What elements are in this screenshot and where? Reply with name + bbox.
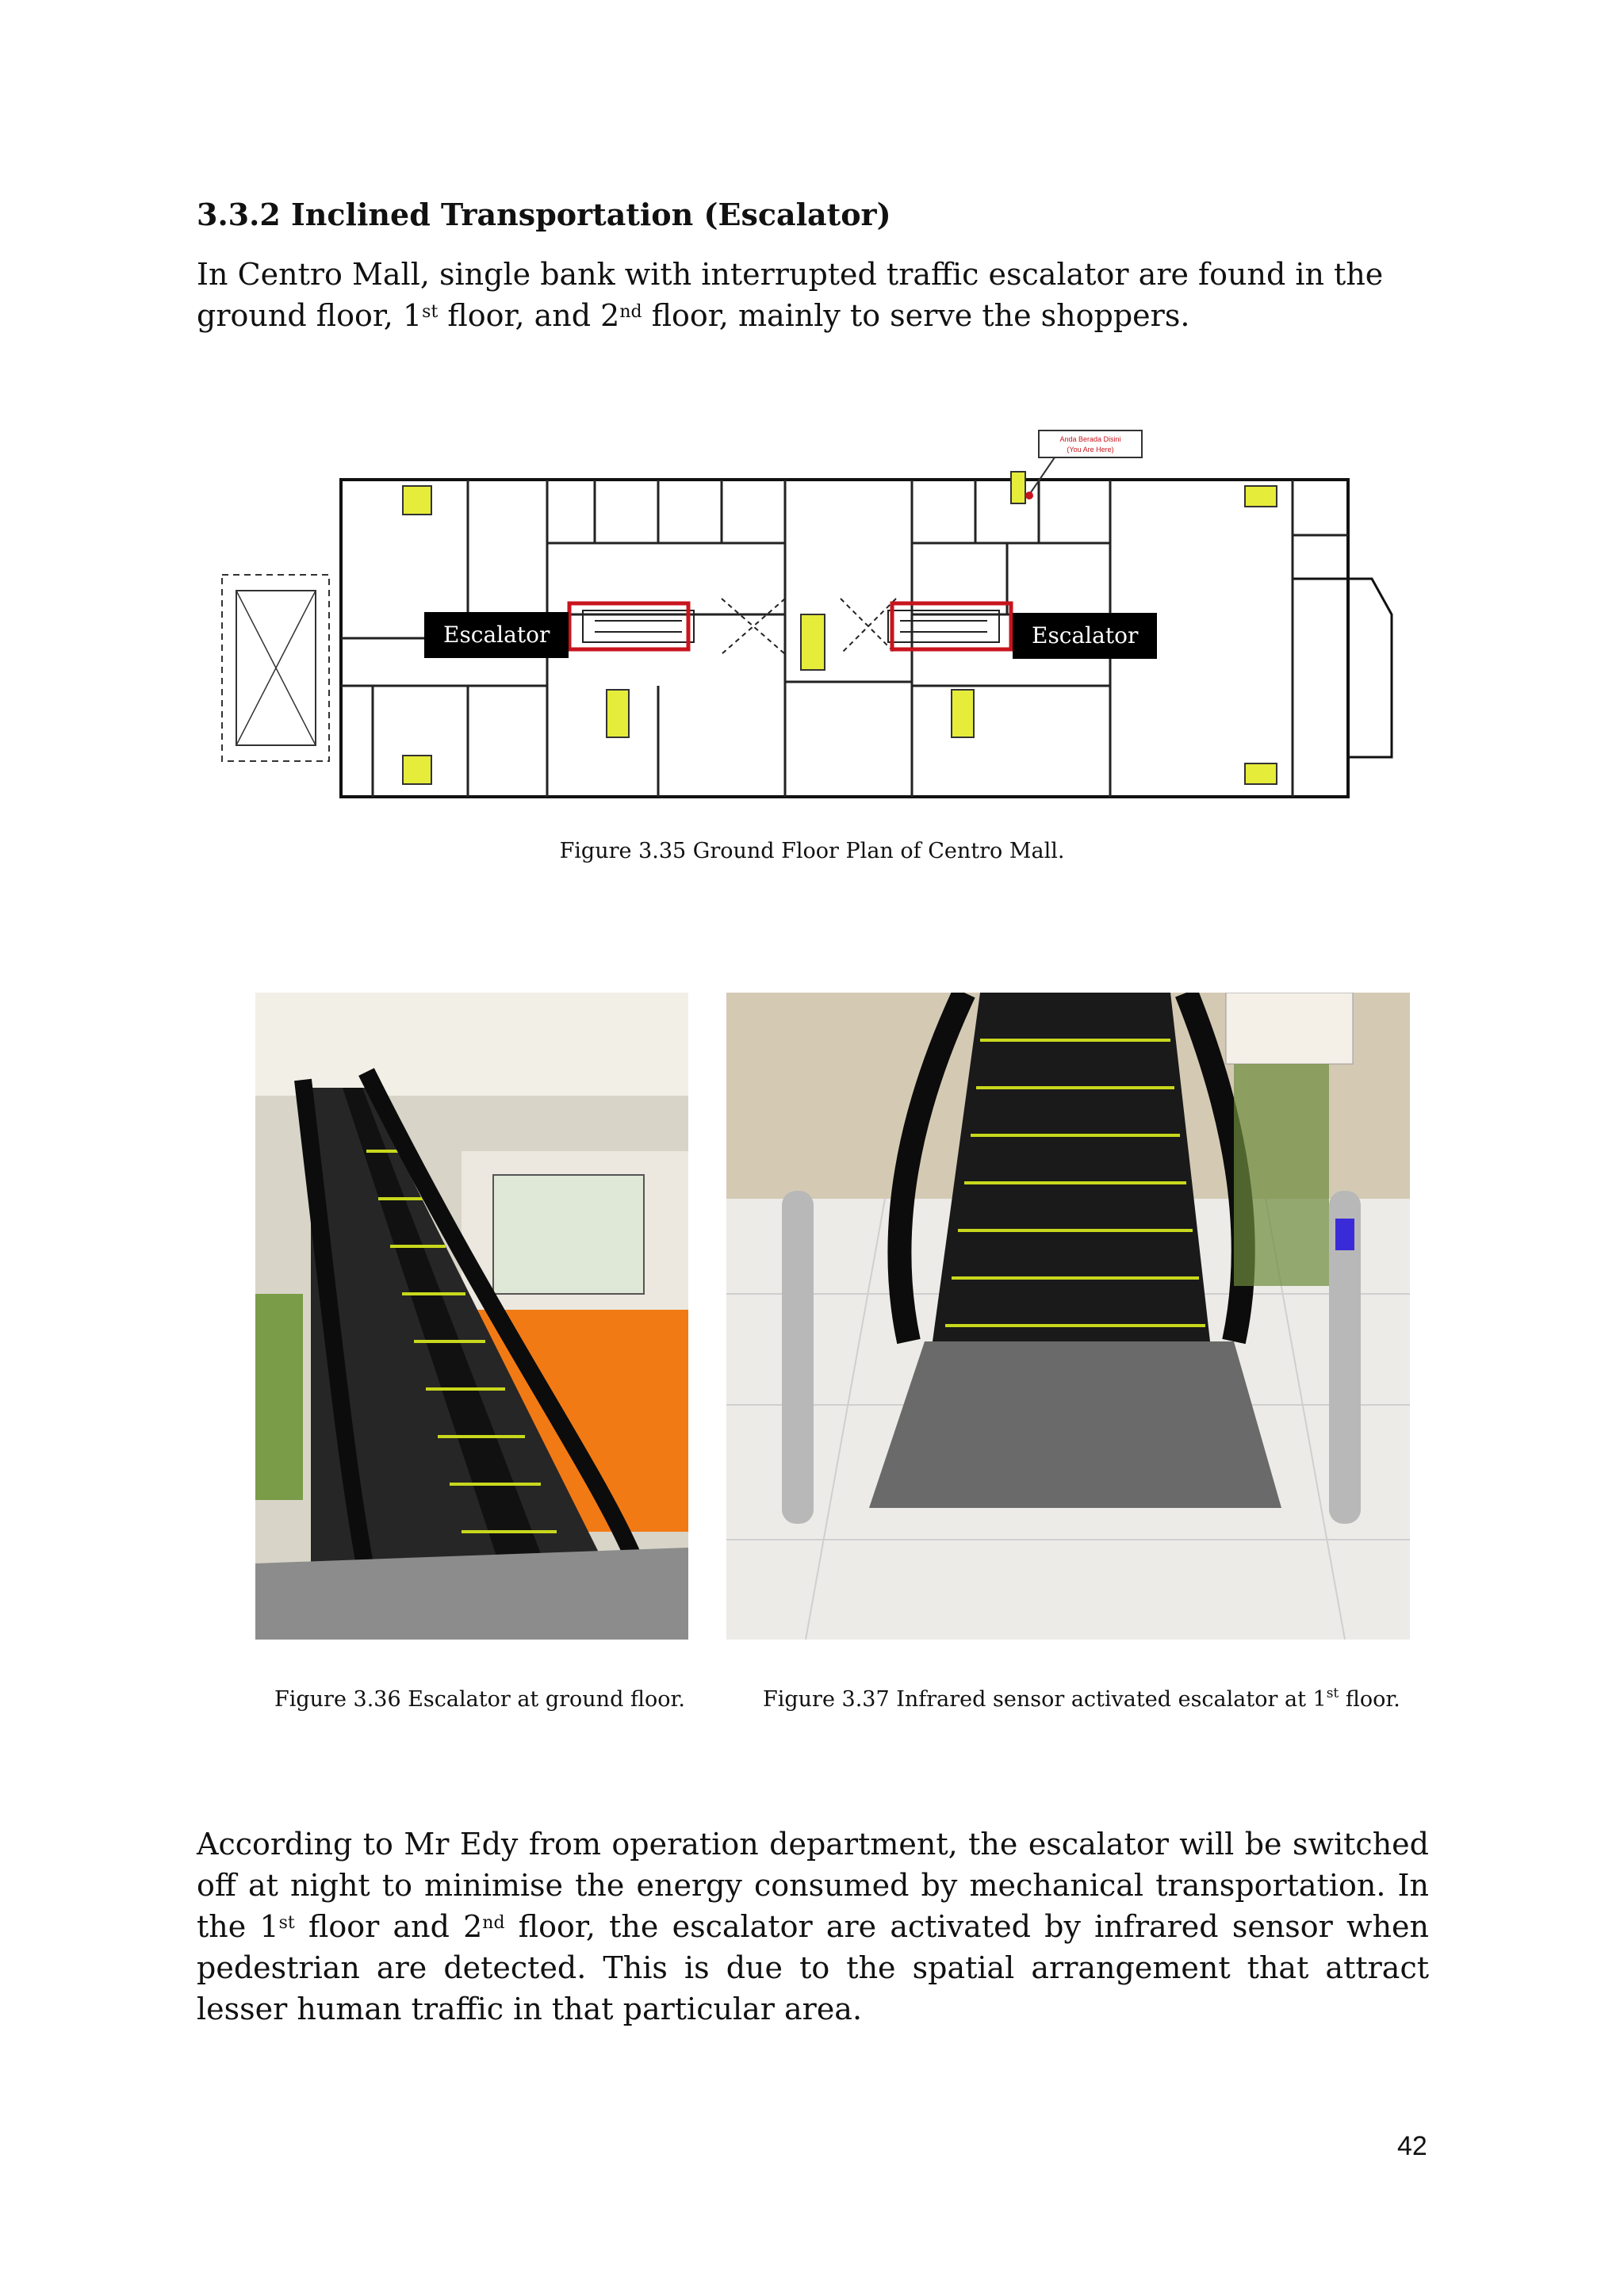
- figure-3-37-caption: [763, 1687, 1400, 1712]
- intro-sup-1: st: [422, 302, 439, 322]
- you-are-here-text-1: Anda Berada Disini: [1059, 435, 1121, 443]
- closing-text-2: floor and 2: [294, 1909, 483, 1944]
- intro-text-1: In Centro Mall, single bank with interrupted traffic escalator are found in the ground floor, 1: [197, 257, 1384, 333]
- escalator-label-right: Escalator: [1013, 613, 1157, 659]
- you-are-here-text-2: (You Are Here): [1067, 446, 1114, 453]
- floor-plan-figure: [214, 424, 1404, 805]
- first-floor-escalator-photo: [726, 993, 1410, 1640]
- closing-sup-1: st: [278, 1913, 295, 1933]
- intro-paragraph: [197, 254, 1429, 336]
- closing-sup-2: nd: [482, 1913, 505, 1933]
- closing-text-1: According to Mr Edy from operation department, the escalator will be switched off at night to minimise the energy consumed by mechanical transportation. In the 1: [197, 1827, 1429, 1944]
- figure-3-36-caption: Figure 3.36 Escalator at ground floor.: [274, 1687, 685, 1712]
- figure-3-37-caption-sup: st: [1326, 1686, 1339, 1701]
- floor-plan-drawing: [214, 424, 1404, 805]
- figure-3-37-caption-text: Figure 3.37 Infrared sensor activated escalator at 1: [763, 1687, 1327, 1712]
- you-are-here-marker: [1025, 492, 1033, 499]
- closing-paragraph: [197, 1823, 1429, 2030]
- section-heading: 3.3.2 Inclined Transportation (Escalator): [197, 197, 891, 232]
- intro-text-3: floor, mainly to serve the shoppers.: [642, 298, 1190, 333]
- figure-3-37-caption-end: floor.: [1339, 1687, 1400, 1712]
- figure-3-35-caption: Figure 3.35 Ground Floor Plan of Centro Mall.: [559, 839, 1065, 863]
- intro-sup-2: nd: [619, 302, 642, 322]
- ground-floor-escalator-photo: [255, 993, 688, 1640]
- escalator-label-left: Escalator: [424, 612, 569, 658]
- closing-text-3: floor, the escalator are activated by infrared sensor when pedestrian are detected. This is due to the spatial arrangement that attract lesser human traffic in that particular area.: [197, 1909, 1430, 2026]
- page-number: 42: [1397, 2131, 1427, 2161]
- intro-text-2: floor, and 2: [438, 298, 620, 333]
